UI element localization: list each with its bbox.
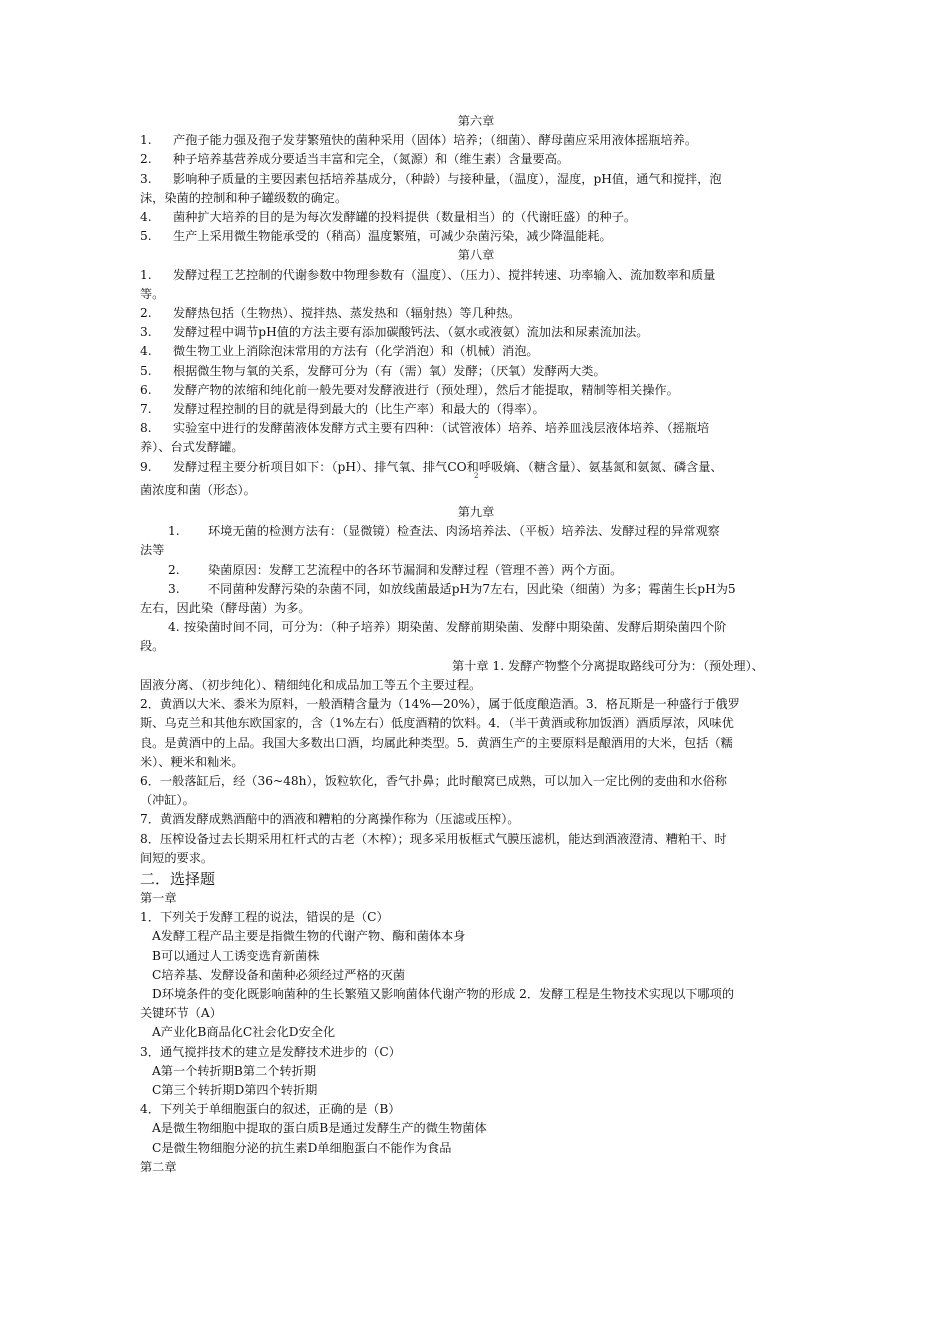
chapter-9-title: 第九章 [457, 505, 495, 520]
list-item: 7. 发酵过程控制的目的就是得到最大的（比生产率）和最大的（得率）。 [140, 402, 545, 417]
list-item: 6. 发酵产物的浓缩和纯化前一般先要对发酵液进行（预处理），然后才能提取，精制等相关操作。 [140, 382, 679, 397]
list-item: 2. 染菌原因：发酵工艺流程中的各环节漏洞和发酵过程（管理不善）两个方面。 [168, 562, 623, 577]
option: B可以通过人工诱变选育新菌株 [152, 948, 320, 963]
document-page [140, 112, 812, 1177]
list-item: 5. 根据微生物与氧的关系，发酵可分为（有（需）氧）发酵；（厌氧）发酵两大类。 [140, 363, 606, 378]
option: C第三个转折期D第四个转折期 [152, 1082, 318, 1097]
option: A发酵工程产品主要是指微生物的代谢产物、酶和菌体本身 [152, 929, 466, 944]
chapter-10-line: 固液分离、（初步纯化）、精细纯化和成品加工等五个主要过程。 [140, 677, 482, 692]
list-item: 3. 不同菌种发酵污染的杂菌不同，如放线菌最适pH为7左右，因此染（细菌）为多；霉菌生长pH为5 [168, 581, 736, 596]
paragraph-line: 6．一般落缸后，经（36~48h），饭粒软化，香气扑鼻；此时酿窝已成熟，可以加入一定比例的麦曲和水俗称 [140, 773, 727, 788]
list-item-continuation: 沫，染菌的控制和种子罐级数的确定。 [140, 190, 348, 205]
list-item-continuation: 养）、台式发酵罐。 [140, 440, 244, 455]
paragraph-line: 8．压榨设备过去长期采用杠杆式的古老（木榨）；现多采用板框式气膜压滤机，能达到酒液澄清、糟粕干、时 [140, 831, 727, 846]
subscript-mark: 2 [474, 471, 479, 480]
chapter-2-title: 第二章 [140, 1159, 177, 1174]
list-item: 2. 种子培养基营养成分要适当丰富和完全，（氮源）和（维生素）含量要高。 [140, 152, 570, 167]
list-item-continuation: 段。 [140, 639, 165, 654]
list-item: 1. 产孢子能力强及孢子发芽繁殖快的菌种采用（固体）培养；（细菌）、酵母菌应采用液体摇瓶培养。 [140, 133, 698, 148]
chapter-8-list [140, 266, 812, 500]
list-item-continuation: 等。 [140, 286, 165, 301]
list-item-continuation: 左右，因此染（酵母菌）为多。 [140, 601, 311, 616]
question: 1．下列关于发酵工程的说法，错误的是（C） [140, 910, 389, 925]
option: A产业化B商品化C社会化D安全化 [152, 1025, 336, 1040]
list-item: 4. 微生物工业上消除泡沫常用的方法有（化学消泡）和（机械）消泡。 [140, 344, 539, 359]
list-item: 8. 实验室中进行的发酵菌液体发酵方式主要有四种：（试管液体）培养、培养皿浅层液体培养、（摇瓶培 [140, 421, 710, 436]
chapter-9-list [140, 522, 812, 656]
question: 3．通气搅拌技术的建立是发酵技术进步的（C） [140, 1044, 401, 1059]
paragraph-line: 7．黄酒发酵成熟酒醅中的酒液和糟粕的分离操作称为（压滤或压榨）。 [140, 812, 520, 827]
question-continuation: 关键环节（A） [140, 1006, 222, 1021]
paragraph-line: 2．黄酒以大米、黍米为原料，一般酒精含量为（14%—20%），属于低度酿造酒。3．格瓦斯是一种盛行于俄罗 [140, 697, 740, 712]
list-item: 1. 发酵过程工艺控制的代谢参数中物理参数有（温度）、（压力）、搅拌转速、功率输入、流加数率和质量 [140, 267, 716, 282]
list-item: 3. 影响种子质量的主要因素包括培养基成分，（种龄）与接种量，（温度），湿度，pH值，通气和搅拌，泡 [140, 171, 722, 186]
paragraph-line: 米）、粳米和籼米。 [140, 754, 244, 769]
chapter-8-title: 第八章 [457, 248, 495, 263]
chapter-6-list [140, 131, 812, 246]
paragraph-line: 斯、乌克兰和其他东欧国家的，含（1%左右）低度酒精的饮料。4．（半干黄酒或称加饭酒）酒质厚浓，风味优 [140, 716, 734, 731]
option: C培养基、发酵设备和菌种必须经过严格的灭菌 [152, 967, 406, 982]
paragraph-line: 间短的要求。 [140, 850, 214, 865]
paragraph-line: 良。是黄酒中的上品。我国大多数出口酒，均属此种类型。5．黄酒生产的主要原料是酿酒用的大米，包括（糯 [140, 735, 733, 750]
chapter-6-title: 第六章 [457, 114, 495, 128]
option: C是微生物细胞分泌的抗生素D单细胞蛋白不能作为食品 [152, 1140, 452, 1155]
list-item: 3. 发酵过程中调节pH值的方法主要有添加碳酸钙法、（氨水或液氨）流加法和尿素流加法。 [140, 325, 649, 340]
list-item-continuation: 法等 [140, 543, 165, 558]
list-item-continuation: 菌浓度和菌（形态）。 [140, 482, 256, 497]
list-item: 2. 发酵热包括（生物热）、搅拌热、蒸发热和（辐射热）等几种热。 [140, 306, 521, 321]
option: A是微生物细胞中提取的蛋白质B是通过发酵生产的微生物菌体 [152, 1121, 487, 1136]
list-item: 1. 环境无菌的检测方法有：（显微镜）检查法、肉汤培养法、（平板）培养法、发酵过程的异常观察 [168, 524, 720, 539]
option: D环境条件的变化既影响菌种的生长繁殖又影响菌体代谢产物的形成 2．发酵工程是生物技术实现以下哪项的 [152, 986, 735, 1001]
list-item: 5. 生产上采用微生物能承受的（稍高）温度繁殖，可减少杂菌污染，减少降温能耗。 [140, 229, 612, 244]
chapter-10-first-line: 第十章 1. 发酵产物整个分离提取路线可分为：（预处理）、 [452, 658, 764, 673]
option: A第一个转折期B第二个转折期 [152, 1063, 317, 1078]
paragraph-line: （冲缸）。 [140, 793, 195, 808]
list-item: 9. 发酵过程主要分析项目如下：（pH）、排气氧、排气CO和呼吸熵、（糖含量）、氨基氮和氨氮、磷含量、 2 [140, 459, 723, 480]
section-title: 二．选择题 [140, 869, 216, 888]
list-item: 4. 菌种扩大培养的目的是为每次发酵罐的投料提供（数量相当）的（代谢旺盛）的种子。 [140, 210, 637, 225]
chapter-1-title: 第一章 [140, 890, 177, 905]
question: 4．下列关于单细胞蛋白的叙述，正确的是（B） [140, 1102, 401, 1117]
list-item: 4. 按染菌时间不同，可分为：（种子培养）期染菌、发酵前期染菌、发酵中期染菌、发酵后期染菌四个阶 [168, 620, 727, 635]
